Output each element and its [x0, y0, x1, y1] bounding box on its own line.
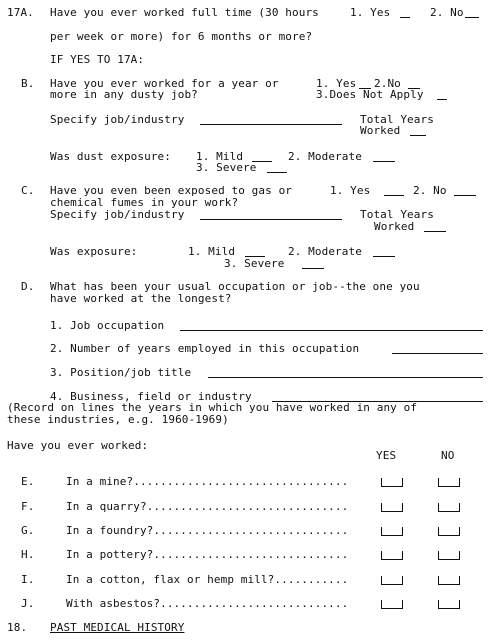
qb-text-line2: more in any dusty job?	[50, 88, 198, 101]
qc-years-field[interactable]	[424, 231, 446, 232]
qd-position-title-label: 3. Position/job title	[50, 366, 192, 379]
qb-severe-label: 3. Severe	[196, 161, 257, 174]
qc-no-label: 2. No	[413, 184, 447, 197]
q17a-text-line1: Have you ever worked full time (30 hours	[50, 6, 319, 19]
q17a-yes-blank[interactable]	[400, 17, 410, 18]
qc-total-label: Total Years	[360, 208, 434, 221]
qb-specify-label: Specify job/industry	[50, 113, 185, 126]
qb-na-blank[interactable]	[437, 99, 447, 100]
qd-years-employed-label: 2. Number of years employed in this occupation	[50, 342, 360, 355]
industry-no-checkbox[interactable]	[438, 551, 460, 560]
industry-yes-checkbox[interactable]	[381, 600, 403, 609]
qc-moderate-label: 2. Moderate	[288, 245, 362, 258]
q18-number: 18.	[7, 621, 28, 634]
qc-text-line1: Have you even been exposed to gas or	[50, 184, 293, 197]
industry-row-letter: H.	[21, 548, 35, 561]
record-instructions-line1: (Record on lines the years in which you have worked in any of	[7, 401, 418, 414]
qd-job-occupation-label: 1. Job occupation	[50, 319, 165, 332]
record-instructions-line2: these industries, e.g. 1960-1969)	[7, 413, 229, 426]
q18-section-title: PAST MEDICAL HISTORY	[50, 621, 185, 634]
industry-no-checkbox[interactable]	[438, 503, 460, 512]
qb-total-label: Total Years	[360, 113, 434, 126]
qb-specify-field[interactable]	[200, 124, 342, 125]
qb-moderate-label: 2. Moderate	[288, 150, 362, 163]
industry-row-letter: G.	[21, 524, 35, 537]
qd-job-occupation-field[interactable]	[180, 330, 483, 331]
qb-no-label: 2.No	[374, 77, 401, 90]
qc-severe-blank[interactable]	[302, 268, 324, 269]
qb-yes-label: 1. Yes	[316, 77, 357, 90]
industry-row-letter: F.	[21, 500, 35, 513]
industry-yes-checkbox[interactable]	[381, 576, 403, 585]
industry-row-text: In a quarry?..............................	[66, 500, 349, 513]
qc-worked-label: Worked	[374, 220, 415, 233]
qb-exposure-label: Was dust exposure:	[50, 150, 172, 163]
q17a-number: 17A.	[7, 6, 34, 19]
qc-yes-label: 1. Yes	[330, 184, 371, 197]
qc-specify-label: Specify job/industry	[50, 208, 185, 221]
industry-row-text: In a mine?................................	[66, 475, 349, 488]
q17a-no-blank[interactable]	[465, 17, 479, 18]
qb-severe-blank[interactable]	[267, 172, 287, 173]
yes-column-header: YES	[376, 449, 397, 462]
industry-yes-checkbox[interactable]	[381, 478, 403, 487]
q17a-text-line2: per week or more) for 6 months or more?	[50, 30, 313, 43]
qc-severe-label: 3. Severe	[224, 257, 285, 270]
industry-yes-checkbox[interactable]	[381, 551, 403, 560]
q17a-yes-label: 1. Yes	[350, 6, 391, 19]
have-worked-heading: Have you ever worked:	[7, 439, 149, 452]
qb-moderate-blank[interactable]	[373, 161, 395, 162]
industry-no-checkbox[interactable]	[438, 527, 460, 536]
industry-row-letter: J.	[21, 597, 35, 610]
industry-row-letter: I.	[21, 573, 35, 586]
industry-yes-checkbox[interactable]	[381, 503, 403, 512]
qb-years-field[interactable]	[410, 135, 426, 136]
qb-worked-label: Worked	[360, 124, 401, 137]
industry-no-checkbox[interactable]	[438, 576, 460, 585]
industry-yes-checkbox[interactable]	[381, 527, 403, 536]
qc-text-line2: chemical fumes in your work?	[50, 196, 239, 209]
qb-mild-label: 1. Mild	[196, 150, 244, 163]
industry-row-text: In a pottery?.............................	[66, 548, 349, 561]
industry-no-checkbox[interactable]	[438, 600, 460, 609]
industry-row-text: In a foundry?.............................	[66, 524, 349, 537]
no-column-header: NO	[441, 449, 455, 462]
industry-row-text: In a cotton, flax or hemp mill?...........	[66, 573, 349, 586]
qd-letter: D.	[21, 280, 35, 293]
qc-yes-blank[interactable]	[384, 195, 404, 196]
qc-specify-field[interactable]	[200, 219, 342, 220]
q17a-no-label: 2. No	[430, 6, 464, 19]
qd-years-employed-field[interactable]	[392, 353, 483, 354]
qd-text-line2: have worked at the longest?	[50, 292, 232, 305]
industry-row-text: With asbestos?............................	[66, 597, 349, 610]
qb-text-line1: Have you ever worked for a year or	[50, 77, 279, 90]
qd-business-label: 4. Business, field or industry	[50, 390, 252, 403]
qc-mild-label: 1. Mild	[188, 245, 236, 258]
qc-no-blank[interactable]	[454, 195, 476, 196]
qc-letter: C.	[21, 184, 35, 197]
qc-exposure-label: Was exposure:	[50, 245, 138, 258]
qd-position-title-field[interactable]	[208, 377, 483, 378]
industry-row-letter: E.	[21, 475, 35, 488]
qc-moderate-blank[interactable]	[373, 256, 395, 257]
qd-text-line1: What has been your usual occupation or job--the one you	[50, 280, 420, 293]
qb-na-label: 3.Does Not Apply	[316, 88, 424, 101]
qb-letter: B.	[21, 77, 35, 90]
industry-no-checkbox[interactable]	[438, 478, 460, 487]
q17a-ifyes: IF YES TO 17A:	[50, 53, 145, 66]
